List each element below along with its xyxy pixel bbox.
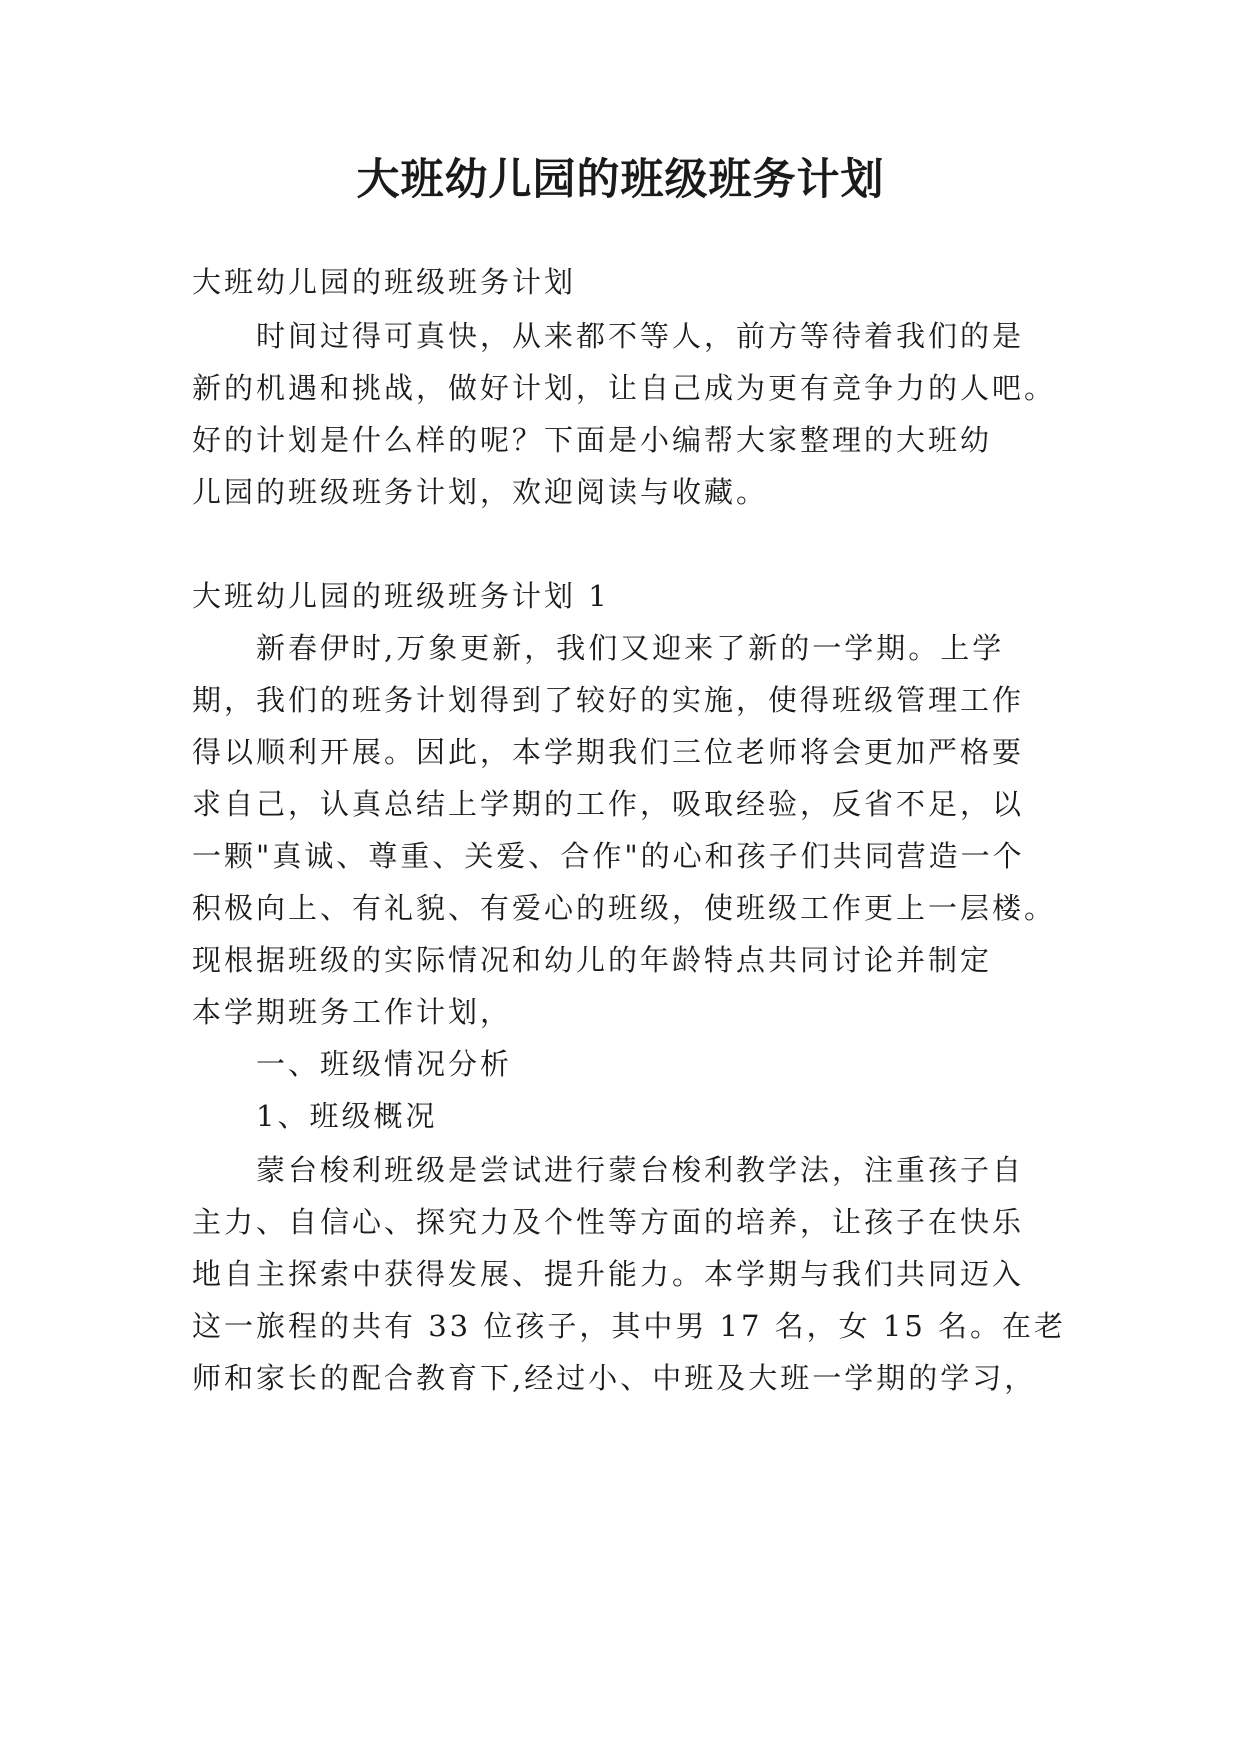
document-title: 大班幼儿园的班级班务计划	[356, 155, 885, 205]
paragraph-line: 主力、自信心、探究力及个性等方面的培养，让孩子在快乐	[192, 1205, 1025, 1239]
paragraph-line: 师和家长的配合教育下,经过小、中班及大班一学期的学习，	[192, 1361, 1037, 1395]
paragraph-line: 一颗"真诚、尊重、关爱、合作"的心和孩子们共同营造一个	[192, 839, 1025, 873]
paragraph-line: 地自主探索中获得发展、提升能力。本学期与我们共同迈入	[192, 1257, 1025, 1291]
paragraph-line: 本学期班务工作计划，	[192, 995, 513, 1029]
paragraph-line: 蒙台梭利班级是尝试进行蒙台梭利教学法，注重孩子自	[256, 1153, 1025, 1187]
subsection-heading: 1、班级概况	[256, 1099, 438, 1133]
paragraph-line: 现根据班级的实际情况和幼儿的年龄特点共同讨论并制定	[192, 943, 993, 977]
subsection-heading: 一、班级情况分析	[256, 1047, 513, 1081]
paragraph-line: 求自己，认真总结上学期的工作，吸取经验，反省不足，以	[192, 787, 1025, 821]
paragraph-line: 儿园的班级班务计划，欢迎阅读与收藏。	[192, 475, 769, 509]
paragraph-line: 期，我们的班务计划得到了较好的实施，使得班级管理工作	[192, 683, 1025, 717]
paragraph-line: 好的计划是什么样的呢？下面是小编帮大家整理的大班幼	[192, 423, 993, 457]
paragraph-line: 新春伊时,万象更新，我们又迎来了新的一学期。上学	[256, 631, 1005, 665]
paragraph-line: 得以顺利开展。因此，本学期我们三位老师将会更加严格要	[192, 735, 1025, 769]
paragraph-line: 积极向上、有礼貌、有爱心的班级，使班级工作更上一层楼。	[192, 891, 1057, 925]
paragraph-line: 新的机遇和挑战，做好计划，让自己成为更有竞争力的人吧。	[192, 371, 1057, 405]
paragraph-line: 时间过得可真快，从来都不等人，前方等待着我们的是	[256, 319, 1025, 353]
section-heading: 大班幼儿园的班级班务计划	[192, 265, 577, 299]
section-heading: 大班幼儿园的班级班务计划 1	[192, 579, 610, 613]
paragraph-line: 这一旅程的共有 33 位孩子，其中男 17 名，女 15 名。在老	[192, 1309, 1067, 1343]
